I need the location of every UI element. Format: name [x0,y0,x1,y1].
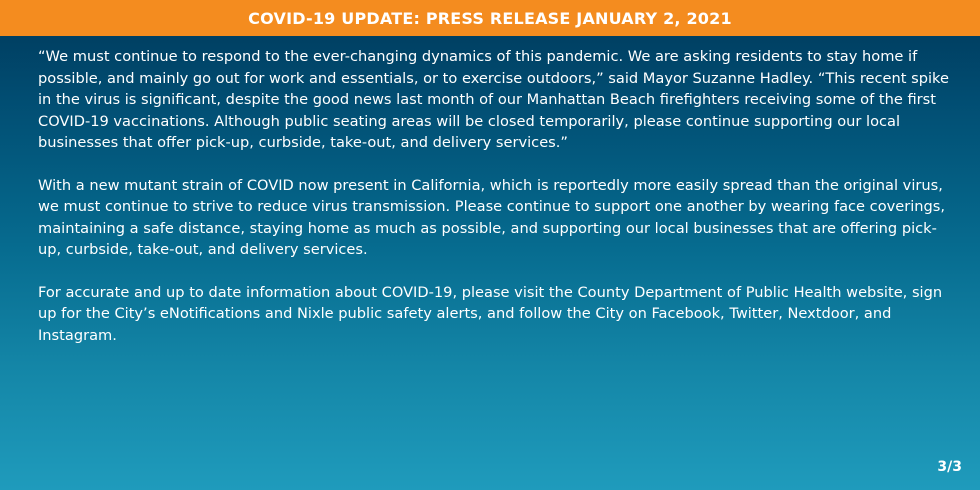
paragraph-more-information: For accurate and up to date information about COVID-19, please visit the County Department of Public Health website, sign up for the City’s eNotifications and Nixle public safety alerts, and follow the City on Facebook, Twitter, Nextdoor, and Instagram. [38,283,943,344]
page-indicator: 3/3 [937,459,962,475]
paragraph-mutant-strain: With a new mutant strain of COVID now present in California, which is reportedly more easily spread than the original virus, we must continue to strive to reduce virus transmission. Please continue to support one another by wearing face coverings, maintaining a safe distance, staying home as much as possible, and supporting our local businesses that are offering pick-up, curbside, take-out, and delivery services. [38,176,946,258]
header-title: COVID-19 UPDATE: PRESS RELEASE JANUARY 2, 2021 [248,8,732,28]
press-release-body [38,46,954,367]
header-banner [0,0,980,36]
paragraph-mayor-quote: “We must continue to respond to the ever-changing dynamics of this pandemic. We are asking residents to stay home if possible, and mainly go out for work and essentials, or to exercise outdoors,” said Mayor Suzanne Hadley. “This recent spike in the virus is significant, despite the good news last month of our Manhattan Beach firefighters receiving some of the first COVID-19 vaccinations. Although public seating areas will be closed temporarily, please continue supporting our local businesses that offer pick-up, curbside, take-out, and delivery services.” [38,48,949,151]
